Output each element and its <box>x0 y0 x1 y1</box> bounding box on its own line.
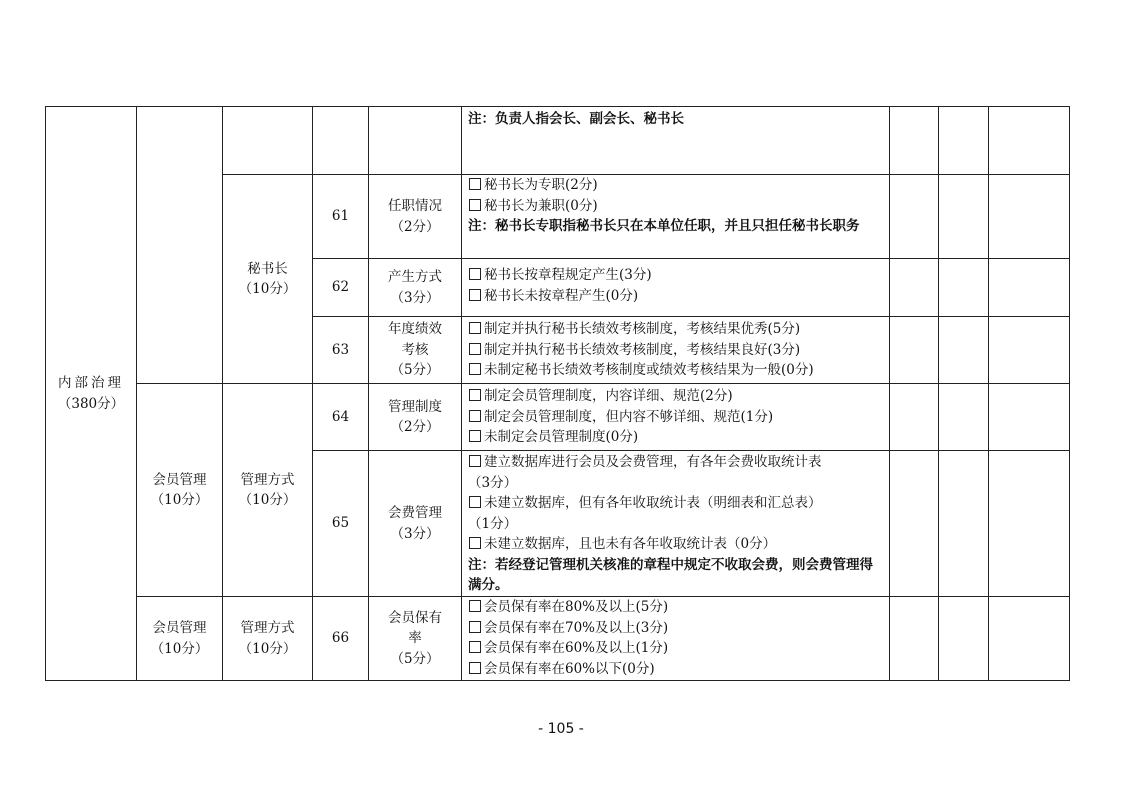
item-name: 会员保有 率 （5分） <box>369 597 462 681</box>
checkbox-option[interactable]: 制定会员管理制度，但内容不够详细、规范(1分) <box>468 407 883 428</box>
criteria-cell <box>462 317 890 384</box>
criteria-cell <box>462 384 890 451</box>
criteria-cell <box>462 259 890 317</box>
remark-cell <box>989 597 1070 681</box>
checkbox-option[interactable]: 会员保有率在80%及以上(5分) <box>468 597 883 618</box>
checkbox-option[interactable]: 会员保有率在60%及以上(1分) <box>468 638 883 659</box>
table-row <box>46 597 1070 681</box>
empty-cell <box>137 107 223 384</box>
item-number: 65 <box>313 451 369 597</box>
checkbox-icon[interactable] <box>469 662 481 674</box>
note-text: 注：秘书长专职指秘书长只在本单位任职，并且只担任秘书长职务 <box>468 218 860 234</box>
checkbox-icon[interactable] <box>469 343 481 355</box>
item-number: 63 <box>313 317 369 384</box>
checkbox-option[interactable]: 未建立数据库，但有各年收取统计表（明细表和汇总表） <box>468 493 883 514</box>
remark-cell <box>989 175 1070 259</box>
criteria-cell <box>462 597 890 681</box>
item-name: 管理制度 （2分） <box>369 384 462 451</box>
score-cell <box>890 451 939 597</box>
checkbox-option[interactable]: 建立数据库进行会员及会费管理，有各年会费收取统计表 <box>468 452 883 473</box>
evaluation-table <box>45 106 1070 681</box>
score-cell <box>890 597 939 681</box>
score-cell <box>890 317 939 384</box>
checkbox-option[interactable]: 秘书长为兼职(0分) <box>468 196 883 217</box>
remark-cell <box>989 384 1070 451</box>
item-name: 任职情况 （2分） <box>369 175 462 259</box>
subcategory-member-management: 会员管理 （10分） <box>137 384 223 597</box>
checkbox-icon[interactable] <box>469 363 481 375</box>
checkbox-option[interactable]: 未制定秘书长绩效考核制度或绩效考核结果为一般(0分) <box>468 360 883 381</box>
score-cell <box>939 107 989 175</box>
checkbox-icon[interactable] <box>469 410 481 422</box>
checkbox-icon[interactable] <box>469 621 481 633</box>
remark-cell <box>989 451 1070 597</box>
checkbox-icon[interactable] <box>469 430 481 442</box>
checkbox-icon[interactable] <box>469 322 481 334</box>
checkbox-icon[interactable] <box>469 289 481 301</box>
checkbox-icon[interactable] <box>469 537 481 549</box>
criteria-cell <box>462 175 890 259</box>
checkbox-option[interactable]: 未建立数据库，且也未有各年收取统计表（0分） <box>468 534 883 555</box>
checkbox-option[interactable]: 秘书长为专职(2分) <box>468 175 883 196</box>
score-cell <box>939 175 989 259</box>
score-cell <box>890 107 939 175</box>
item-number: 64 <box>313 384 369 451</box>
checkbox-icon[interactable] <box>469 496 481 508</box>
table-row <box>46 384 1070 451</box>
table-row <box>46 107 1070 175</box>
category-internal-governance: 内部治理 （380分） <box>46 107 137 681</box>
subcategory-secretary-general: 秘书长 （10分） <box>223 175 313 384</box>
empty-cell <box>313 107 369 175</box>
item-number: 61 <box>313 175 369 259</box>
checkbox-option[interactable]: 会员保有率在60%以下(0分) <box>468 659 883 680</box>
score-cell <box>939 259 989 317</box>
score-cell <box>890 384 939 451</box>
checkbox-icon[interactable] <box>469 268 481 280</box>
checkbox-option[interactable]: 秘书长按章程规定产生(3分) <box>468 265 883 286</box>
subcategory-management-method: 管理方式 （10分） <box>223 384 313 597</box>
checkbox-icon[interactable] <box>469 641 481 653</box>
checkbox-option[interactable]: 未制定会员管理制度(0分) <box>468 427 883 448</box>
checkbox-icon[interactable] <box>469 178 481 190</box>
empty-cell <box>223 107 313 175</box>
checkbox-icon[interactable] <box>469 600 481 612</box>
item-name: 年度绩效 考核 （5分） <box>369 317 462 384</box>
score-cell <box>939 384 989 451</box>
checkbox-icon[interactable] <box>469 389 481 401</box>
checkbox-option[interactable]: 秘书长未按章程产生(0分) <box>468 286 883 307</box>
empty-cell <box>369 107 462 175</box>
checkbox-option[interactable]: 制定会员管理制度，内容详细、规范(2分) <box>468 386 883 407</box>
score-cell <box>939 451 989 597</box>
checkbox-option[interactable]: 制定并执行秘书长绩效考核制度，考核结果优秀(5分) <box>468 319 883 340</box>
score-cell <box>939 597 989 681</box>
page-number: - 105 - <box>538 721 584 737</box>
item-name: 产生方式 （3分） <box>369 259 462 317</box>
remark-cell <box>989 317 1070 384</box>
subcategory-management-method: 管理方式 （10分） <box>223 597 313 681</box>
note-text: 注：负责人指会长、副会长、秘书长 <box>468 111 684 127</box>
criteria-cell <box>462 107 890 175</box>
item-number: 66 <box>313 597 369 681</box>
item-number: 62 <box>313 259 369 317</box>
remark-cell <box>989 259 1070 317</box>
score-cell <box>939 317 989 384</box>
criteria-cell: 建立数据库进行会员及会费管理，有各年会费收取统计表 （3分） 未建立数据库，但有各年收取统计表（明细表和汇总表） （1分） 未建立数据库，且也未有各年收取统计表（0分） 注：若经登记管理机关核准的章程中规定不收取会费，则会费管理得满分。 <box>462 451 890 597</box>
note-text: 注：若经登记管理机关核准的章程中规定不收取会费，则会费管理得满分。 <box>468 556 873 593</box>
checkbox-option[interactable]: 制定并执行秘书长绩效考核制度，考核结果良好(3分) <box>468 340 883 361</box>
checkbox-option[interactable]: 会员保有率在70%及以上(3分) <box>468 618 883 639</box>
remark-cell <box>989 107 1070 175</box>
score-cell <box>890 175 939 259</box>
checkbox-icon[interactable] <box>469 199 481 211</box>
subcategory-member-management: 会员管理 （10分） <box>137 597 223 681</box>
checkbox-icon[interactable] <box>469 455 481 467</box>
item-name: 会费管理 （3分） <box>369 451 462 597</box>
score-cell <box>890 259 939 317</box>
